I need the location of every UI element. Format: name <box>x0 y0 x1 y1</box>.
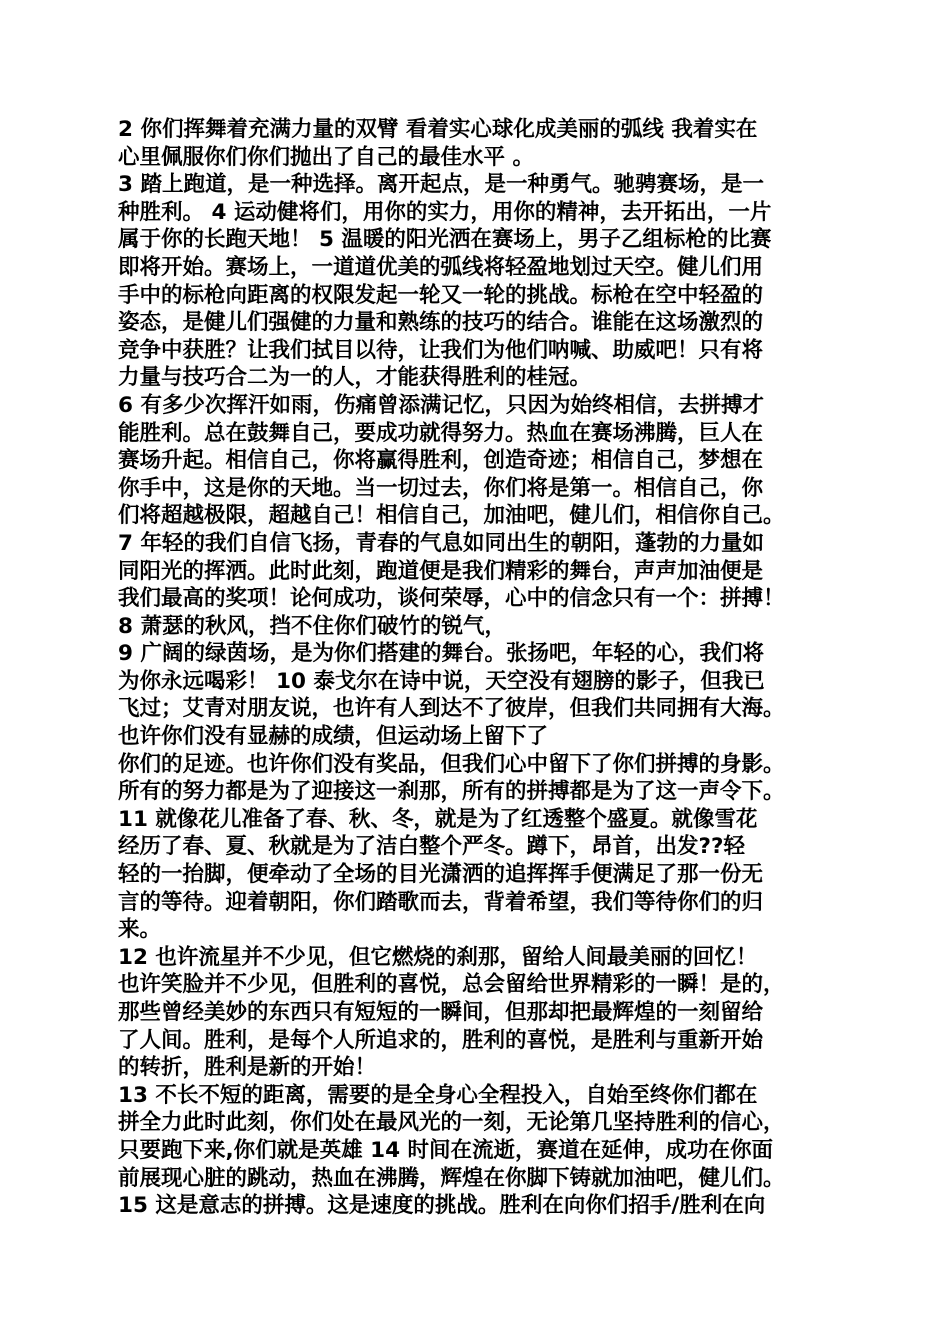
text-line: 了人间。胜利，是每个人所追求的，胜利的喜悦，是胜利与重新开始 <box>118 1027 764 1053</box>
text-line: 飞过；艾青对朋友说，也许有人到达不了彼岸，但我们共同拥有大海。 <box>118 696 785 722</box>
text-line: 姿态，是健儿们强健的力量和熟练的技巧的结合。谁能在这场激烈的 <box>118 310 764 336</box>
text-line: 经历了春、夏、秋就是为了洁白整个严冬。蹲下，昂首，出发??轻 <box>118 834 745 860</box>
text-line: 所有的努力都是为了迎接这一刹那，所有的拼搏都是为了这一声令下。 <box>118 779 785 805</box>
text-line: 我们最高的奖项！论何成功，谈何荣辱，心中的信念只有一个：拼搏！ <box>118 586 785 612</box>
text-line: 9 广阔的绿茵场，是为你们搭建的舞台。张扬吧，年轻的心，我们将 <box>118 641 764 667</box>
text-line: 拼全力此时此刻，你们处在最风光的一刻，无论第几坚持胜利的信心， <box>118 1110 785 1136</box>
text-line: 为你永远喝彩！ 10 泰戈尔在诗中说，天空没有翅膀的影子，但我已 <box>118 668 765 694</box>
text-line: 13 不长不短的距离，需要的是全身心全程投入，自始至终你们都在 <box>118 1082 758 1108</box>
text-line: 手中的标枪向距离的权限发起一轮又一轮的挑战。标枪在空中轻盈的 <box>118 282 764 308</box>
text-line: 言的等待。迎着朝阳，你们踏歌而去，背着希望，我们等待你们的归 <box>118 889 764 915</box>
text-line: 能胜利。总在鼓舞自己，要成功就得努力。热血在赛场沸腾，巨人在 <box>118 420 764 446</box>
text-line: 那些曾经美妙的东西只有短短的一瞬间，但那却把最辉煌的一刻留给 <box>118 1000 764 1025</box>
text-line: 们将超越极限，超越自己！相信自己，加油吧，健儿们，相信你自己。 <box>118 503 785 529</box>
text-line: 属于你的长跑天地！ 5 温暖的阳光洒在赛场上，男子乙组标枪的比赛 <box>118 227 772 253</box>
text-line: 也许你们没有显赫的成绩，但运动场上留下了 <box>118 724 549 750</box>
text-line: 7 年轻的我们自信飞扬，青春的气息如同出生的朝阳，蓬勃的力量如 <box>118 530 764 556</box>
text-line: 轻的一抬脚，便牵动了全场的目光潇洒的追挥挥手便满足了那一份无 <box>118 862 764 888</box>
text-line: 3 踏上跑道，是一种选择。离开起点，是一种勇气。驰骋赛场，是一 <box>118 172 764 198</box>
text-line: 也许笑脸并不少见，但胜利的喜悦，总会留给世界精彩的一瞬！是的， <box>118 972 785 998</box>
text-line: 竞争中获胜？让我们拭目以待，让我们为他们呐喊、助威吧！只有将 <box>118 337 764 363</box>
text-line: 12 也许流星并不少见，但它燃烧的刹那，留给人间最美丽的回忆！ <box>118 944 758 970</box>
text-line: 你手中，这是你的天地。当一切过去，你们将是第一。相信自己，你 <box>118 475 764 501</box>
text-line: 心里佩服你们你们抛出了自己的最佳水平 。 <box>118 144 534 170</box>
text-line: 11 就像花儿准备了春、秋、冬，就是为了红透整个盛夏。就像雪花 <box>118 806 758 832</box>
text-line: 前展现心脏的跳动，热血在沸腾，辉煌在你脚下铸就加油吧，健儿们。 <box>118 1165 785 1191</box>
document-body <box>118 116 848 1220</box>
text-line: 赛场升起。相信自己，你将赢得胜利，创造奇迹；相信自己，梦想在 <box>118 448 764 474</box>
text-line: 8 萧瑟的秋风，挡不住你们破竹的锐气， <box>118 613 506 639</box>
text-line: 即将开始。赛场上，一道道优美的弧线将轻盈地划过天空。健儿们用 <box>118 254 764 280</box>
text-line: 力量与技巧合二为一的人，才能获得胜利的桂冠。 <box>118 365 592 391</box>
text-line: 你们的足迹。也许你们没有奖品，但我们心中留下了你们拼搏的身影。 <box>118 751 785 777</box>
text-line: 2 你们挥舞着充满力量的双臂 看着实心球化成美丽的弧线 我着实在 <box>118 117 758 142</box>
text-line: 6 有多少次挥汗如雨，伤痛曾添满记忆，只因为始终相信，去拼搏才 <box>118 392 764 418</box>
text-line: 15 这是意志的拼搏。这是速度的挑战。胜利在向你们招手/胜利在向 <box>118 1193 766 1219</box>
text-line: 只要跑下来,你们就是英雄 14 时间在流逝，赛道在延伸，成功在你面 <box>118 1137 774 1163</box>
text-line: 来。 <box>118 917 162 943</box>
text-line: 种胜利。 4 运动健将们，用你的实力，用你的精神，去开拓出，一片 <box>118 199 772 225</box>
text-line: 的转折，胜利是新的开始！ <box>118 1055 377 1081</box>
text-line: 同阳光的挥洒。此时此刻，跑道便是我们精彩的舞台，声声加油便是 <box>118 558 764 584</box>
